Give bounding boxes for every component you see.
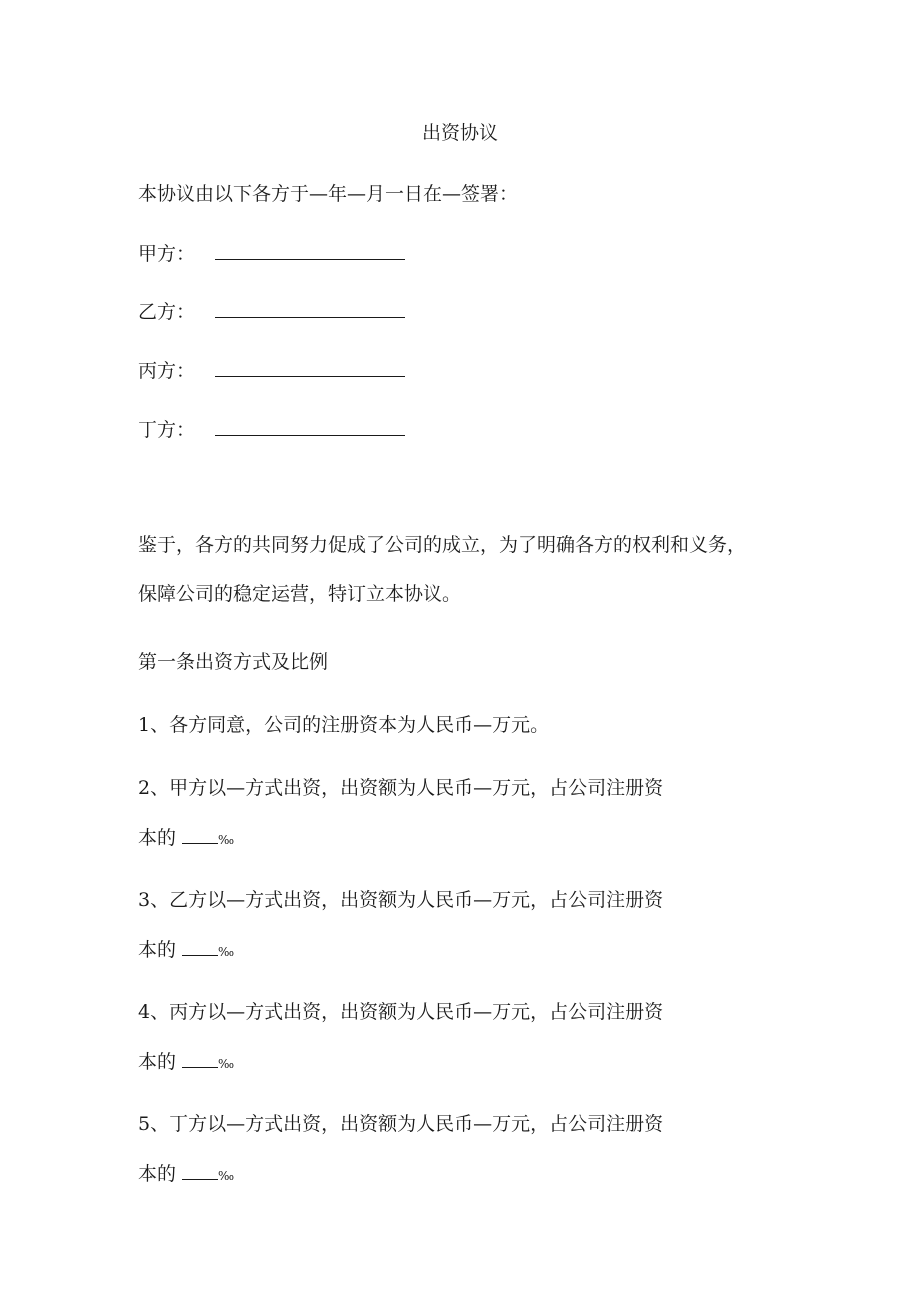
preamble-line-1: 鉴于，各方的共同努力促成了公司的成立，为了明确各方的权利和义务，	[138, 534, 747, 556]
percentage-blank	[182, 1053, 218, 1068]
document-title: 出资协议	[421, 122, 498, 144]
clause-4-line-1: 4、丙方以—方式出资，出资额为人民币—万元，占公司注册资	[138, 1001, 664, 1023]
party-blank-line	[215, 243, 405, 260]
clause-text: 本的	[138, 1163, 177, 1185]
party-blank-line	[215, 301, 405, 318]
party-row-c	[138, 359, 405, 383]
party-blank-line	[215, 419, 405, 436]
permille-sign: ‰	[218, 1169, 235, 1183]
party-label: 甲方：	[138, 243, 196, 265]
clause-text: 本的	[138, 939, 177, 961]
percentage-blank	[182, 941, 218, 956]
clause-3-line-2	[138, 938, 234, 964]
clause-text: 本的	[138, 1051, 177, 1073]
intro-text: 本协议由以下各方于—年—月一日在—签署：	[138, 183, 519, 205]
clause-text: 本的	[138, 827, 177, 849]
article-heading: 第一条出资方式及比例	[138, 651, 329, 673]
percentage-blank	[182, 1165, 218, 1180]
clause-3-line-1: 3、乙方以—方式出资，出资额为人民币—万元，占公司注册资	[138, 889, 664, 911]
permille-sign: ‰	[218, 1057, 235, 1071]
percentage-blank	[182, 829, 218, 844]
clause-1: 1、各方同意，公司的注册资本为人民币—万元。	[138, 714, 550, 736]
party-row-d	[138, 418, 405, 442]
clause-5-line-1: 5、丁方以—方式出资，出资额为人民币—万元，占公司注册资	[138, 1113, 664, 1135]
party-label: 丙方：	[138, 360, 196, 382]
permille-sign: ‰	[218, 833, 235, 847]
preamble-line-2: 保障公司的稳定运营，特订立本协议。	[138, 583, 462, 605]
party-row-a	[138, 242, 405, 266]
clause-2-line-1: 2、甲方以—方式出资，出资额为人民币—万元，占公司注册资	[138, 777, 664, 799]
party-label: 乙方：	[138, 301, 196, 323]
party-row-b	[138, 300, 405, 324]
party-label: 丁方：	[138, 419, 196, 441]
permille-sign: ‰	[218, 945, 235, 959]
clause-4-line-2	[138, 1050, 234, 1076]
clause-5-line-2	[138, 1162, 234, 1188]
party-blank-line	[215, 360, 405, 377]
clause-2-line-2	[138, 826, 234, 852]
